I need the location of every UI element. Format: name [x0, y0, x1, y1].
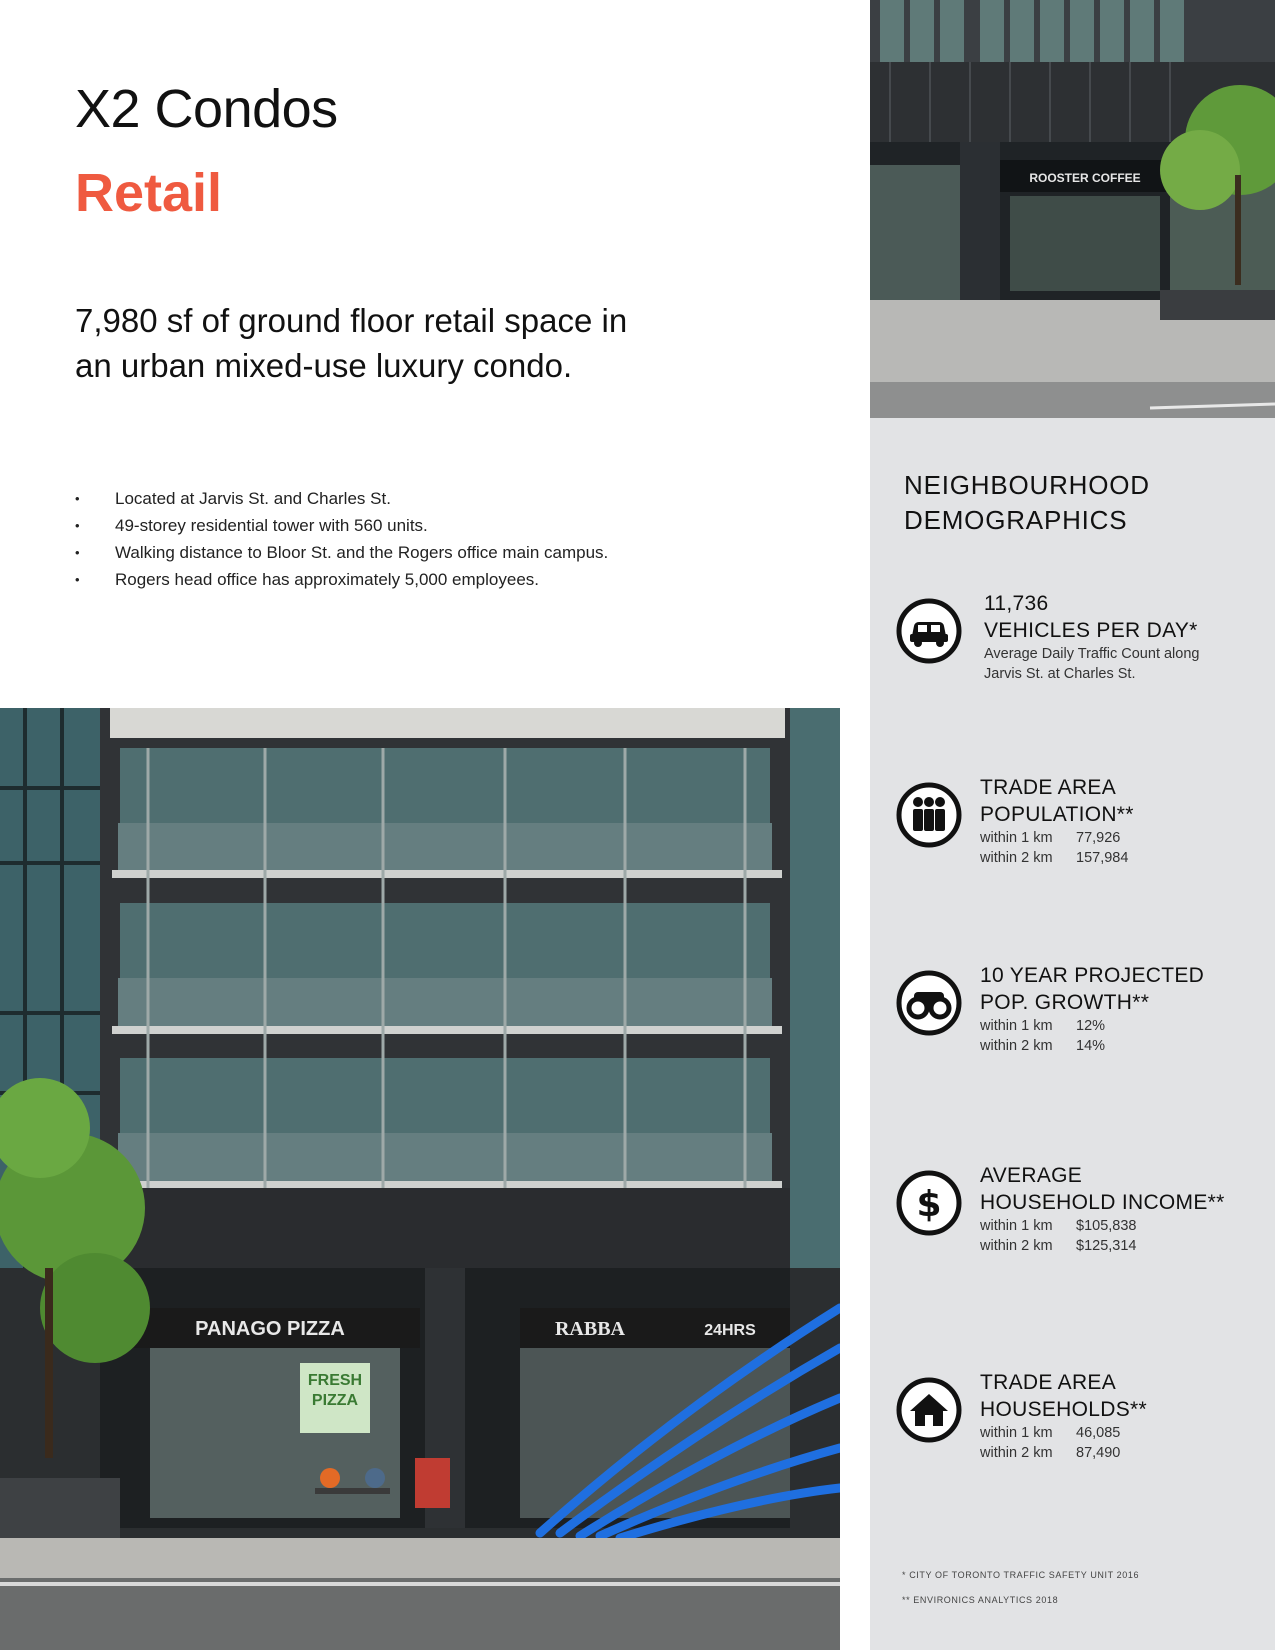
- pizza-sign: PIZZA: [311, 1392, 359, 1409]
- page-subtitle: Retail: [75, 163, 223, 223]
- traffic-desc: Jarvis St. at Charles St.: [984, 666, 1136, 682]
- storefront-photo: [870, 0, 1275, 418]
- population-row: within 2 km 157,984: [980, 850, 1129, 866]
- svg-text:$: $: [916, 1184, 942, 1225]
- house-icon: [896, 1377, 962, 1443]
- traffic-title: VEHICLES PER DAY*: [984, 619, 1198, 642]
- growth-row: within 1 km 12%: [980, 1018, 1106, 1034]
- page-title: X2 Condos: [75, 79, 338, 139]
- car-icon: [896, 598, 962, 664]
- dollar-icon: [896, 1170, 962, 1236]
- footnote: ** ENVIRONICS ANALYTICS 2018: [902, 1595, 1059, 1605]
- feature-item: • Rogers head office has approximately 5,000 employees.: [75, 566, 775, 593]
- households-row: within 2 km 87,490: [980, 1445, 1121, 1461]
- growth-row: within 2 km 14%: [980, 1038, 1106, 1054]
- panago-sign: PANAGO PIZZA: [195, 1318, 345, 1340]
- people-icon: [896, 782, 962, 848]
- demographics-heading: NEIGHBOURHOOD DEMOGRAPHICS: [904, 470, 1150, 535]
- hours-sign: 24HRS: [704, 1322, 756, 1339]
- households-title: TRADE AREA: [980, 1371, 1117, 1394]
- fresh-sign: FRESH: [307, 1372, 363, 1389]
- building-photo: [0, 708, 840, 1650]
- binoculars-icon: [896, 970, 962, 1036]
- storefront-sign: ROOSTER COFFEE: [1029, 171, 1141, 185]
- households-row: within 1 km 46,085: [980, 1425, 1121, 1441]
- income-title: HOUSEHOLD INCOME**: [980, 1191, 1225, 1214]
- households-title: HOUSEHOLDS**: [980, 1398, 1147, 1421]
- demographics-panel: [870, 418, 1275, 1650]
- building-illustration: [0, 708, 840, 1650]
- traffic-value: 11,736: [984, 592, 1049, 615]
- feature-item: • Located at Jarvis St. and Charles St.: [75, 485, 775, 512]
- population-row: within 1 km 77,926: [980, 830, 1121, 846]
- feature-item: • 49-storey residential tower with 560 units.: [75, 512, 775, 539]
- rabba-sign: RABBA: [554, 1318, 626, 1340]
- income-title: AVERAGE: [980, 1164, 1083, 1187]
- income-row: within 1 km $105,838: [980, 1218, 1137, 1234]
- storefront-illustration: [870, 0, 1275, 418]
- feature-list: [75, 485, 775, 593]
- headline: 7,980 sf of ground floor retail space in an urban mixed-use luxury condo.: [75, 302, 628, 384]
- growth-title: POP. GROWTH**: [980, 991, 1150, 1014]
- population-title: TRADE AREA: [980, 776, 1117, 799]
- traffic-desc: Average Daily Traffic Count along: [984, 646, 1200, 662]
- growth-title: 10 YEAR PROJECTED: [980, 964, 1205, 987]
- population-title: POPULATION**: [980, 803, 1134, 826]
- footnote: * CITY OF TORONTO TRAFFIC SAFETY UNIT 2016: [902, 1570, 1140, 1580]
- feature-item: • Walking distance to Bloor St. and the Rogers office main campus.: [75, 539, 775, 566]
- income-row: within 2 km $125,314: [980, 1238, 1137, 1254]
